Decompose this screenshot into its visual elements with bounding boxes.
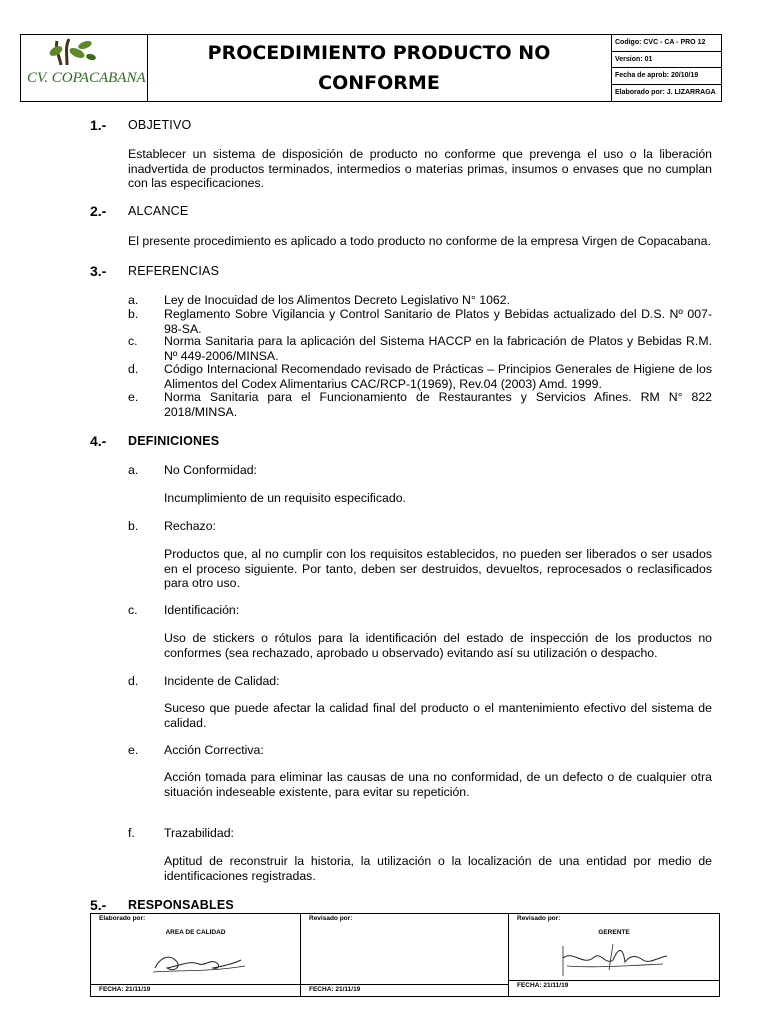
reference-label: d. <box>128 362 139 376</box>
definition-term: Incidente de Calidad: <box>164 674 280 688</box>
section-2-title: ALCANCE <box>128 204 189 218</box>
section-3-title: REFERENCIAS <box>128 264 220 278</box>
section-4-number: 4.- <box>90 433 107 449</box>
reference-label: a. <box>128 293 139 307</box>
definition-label: d. <box>128 674 139 688</box>
reference-text: Norma Sanitaria para la aplicación del Sistema HACCP en la fabricación de Platos y Bebidas R.M. Nº 449-2006/MINSA. <box>164 334 712 363</box>
title-line-2: CONFORME <box>318 72 440 94</box>
definition-label: c. <box>128 603 138 617</box>
definition-text: Aptitud de reconstruir la historia, la utilización o la localización de una entidad por medio de identificaciones registradas. <box>164 854 712 883</box>
signature-header: Revisado por: <box>309 915 353 922</box>
handwritten-signature <box>553 936 673 980</box>
definition-term: Acción Correctiva: <box>164 743 264 757</box>
definition-label: a. <box>128 463 139 477</box>
definition-term: No Conformidad: <box>164 463 257 477</box>
definition-text: Uso de stickers o rótulos para la identificación del estado de inspección de los productos no conformes (sea rechazado, aprobado u observado) evitando así su utilización o despacho. <box>164 631 712 660</box>
signature-header: Elaborado por: <box>99 915 146 922</box>
section-3-number: 3.- <box>90 263 107 279</box>
reference-label: e. <box>128 390 139 404</box>
definition-term: Trazabilidad: <box>164 826 234 840</box>
signature-department: AREA DE CALIDAD <box>165 929 226 936</box>
reference-text: Código Internacional Recomendado revisado de Prácticas – Principios Generales de Higiene de los Alimentos del Codex Alimentarius CAC/RCP-1(1969), Rev.04 (2003) Amd. 1999. <box>164 362 712 391</box>
meta-elaborado: Elaborado por: J. LIZARRAGA <box>615 88 716 96</box>
company-logo <box>21 35 148 101</box>
title-line-1: PROCEDIMIENTO PRODUCTO NO <box>207 42 551 64</box>
section-2-number: 2.- <box>90 203 107 219</box>
section-5-number: 5.- <box>90 897 107 913</box>
signature-cell-revisado-2 <box>509 914 719 996</box>
definition-term: Rechazo: <box>164 519 216 533</box>
meta-fecha-aprob: Fecha de aprob: 20/10/19 <box>611 68 721 85</box>
logo-plant-icon <box>21 35 147 75</box>
definition-text: Acción tomada para eliminar las causas de una no conformidad, de un defecto o de cualquier otra situación indeseable existente, para evitar su repetición. <box>164 770 712 799</box>
section-1-text: Establecer un sistema de disposición de producto no conforme que prevenga el uso o la liberación inadvertida de productos terminados, intermedios o materias primas, insumos o envases que no cumplan con las especificaciones. <box>128 147 712 191</box>
document-title <box>147 35 612 101</box>
signature-date: FECHA: 21/11/19 <box>309 986 361 993</box>
logo-text: CV. COPACABANA <box>27 70 146 86</box>
meta-version: Version: 01 <box>611 52 721 69</box>
signature-date: FECHA: 21/11/19 <box>99 986 151 993</box>
signature-divider <box>91 984 300 985</box>
definition-label: e. <box>128 743 139 757</box>
signature-table <box>90 913 720 997</box>
definition-text: Suceso que puede afectar la calidad final del producto o el mantenimiento efectivo del sistema de calidad. <box>164 701 712 730</box>
document-header <box>20 34 722 102</box>
section-5-title: RESPONSABLES <box>128 898 234 912</box>
section-1-title: OBJETIVO <box>128 118 192 132</box>
definition-label: b. <box>128 519 139 533</box>
signature-department: GERENTE <box>598 929 630 936</box>
reference-label: b. <box>128 307 139 321</box>
signature-date: FECHA: 21/11/19 <box>517 982 569 989</box>
section-1-number: 1.- <box>90 117 107 133</box>
section-4-title: DEFINICIONES <box>128 434 220 448</box>
definition-term: Identificación: <box>164 603 240 617</box>
meta-codigo: Codigo: CVC - CA - PRO 12 <box>611 35 721 52</box>
reference-text: Reglamento Sobre Vigilancia y Control Sanitario de Platos y Bebidas actualizado del D.S. Nº 007-98-SA. <box>164 307 712 336</box>
section-2-text: El presente procedimiento es aplicado a todo producto no conforme de la empresa Virgen de Copacabana. <box>128 234 711 248</box>
signature-header: Revisado por: <box>517 915 561 922</box>
signature-cell-elaborado <box>91 914 301 996</box>
reference-label: c. <box>128 334 138 348</box>
signature-cell-revisado-1 <box>301 914 509 996</box>
handwritten-signature <box>149 942 249 978</box>
signature-divider <box>509 980 719 981</box>
reference-text: Ley de Inocuidad de los Alimentos Decreto Legislativo N° 1062. <box>164 293 511 307</box>
signature-divider <box>301 984 508 985</box>
definition-text: Productos que, al no cumplir con los requisitos establecidos, no pueden ser liberados o ser usados en el proceso siguiente. Por tanto, deben ser destruidos, devueltos, reprocesados o reclasificados para otro uso. <box>164 547 712 591</box>
document-meta <box>611 35 721 101</box>
definition-label: f. <box>128 826 135 840</box>
reference-text: Norma Sanitaria para el Funcionamiento de Restaurantes y Servicios Afines. RM N° 822 2018/MINSA. <box>164 390 712 419</box>
definition-text: Incumplimiento de un requisito especificado. <box>164 491 406 505</box>
